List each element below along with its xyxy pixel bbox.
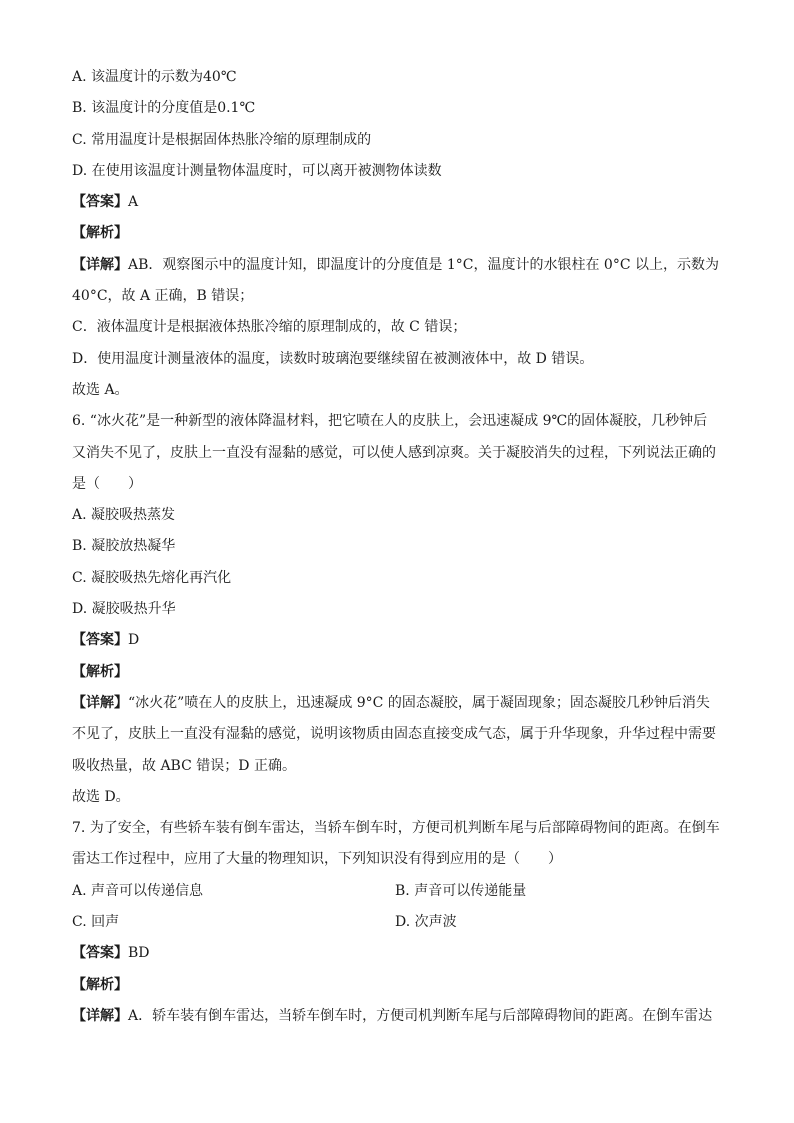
q7-answer-label: 【答案】 [72, 945, 128, 962]
q6-stem-line: 6. “冰火花”是一种新型的液体降温材料，把它喷在人的皮肤上，会迅速凝成 9℃的固体凝胶，几秒钟后 [72, 413, 708, 430]
q5-answer [72, 187, 722, 218]
q5-detail-line: D．使用温度计测量液体的温度，读数时玻璃泡要继续留在被测液体中，故 D 错误。 [72, 350, 594, 367]
q6-answer-value: D [128, 632, 140, 649]
q6-analysis-label: 【解析】 [72, 663, 128, 680]
q5-answer-label: 【答案】 [72, 194, 128, 211]
q7-detail-label: 【详解】 [72, 1007, 128, 1024]
q5-analysis [72, 218, 722, 249]
q6-detail-label: 【详解】 [72, 694, 128, 711]
q6-answer-label: 【答案】 [72, 632, 128, 649]
q5-option-c: C. 常用温度计是根据固体热胀冷缩的原理制成的 [72, 131, 372, 148]
q5-option-d: D. 在使用该温度计测量物体温度时，可以离开被测物体读数 [72, 162, 442, 179]
q6-option-a: A. 凝胶吸热蒸发 [72, 507, 176, 524]
q5-detail-line: C．液体温度计是根据液体热胀冷缩的原理制成的，故 C 错误； [72, 319, 467, 336]
q6-detail-line: 不见了，皮肤上一直没有湿黏的感觉，说明该物质由固态直接变成气态，属于升华现象，升华过程中需要 [72, 726, 716, 743]
q6-answer [72, 625, 722, 656]
q6-detail-line [72, 688, 722, 719]
q5-detail-line: 40°C，故 A 正确，B 错误； [72, 288, 254, 305]
q5-detail-text: AB．观察图示中的温度计知，即温度计的分度值是 1°C，温度计的水银柱在 0°C 以上，示数为 [128, 256, 719, 273]
q5-detail-label: 【详解】 [72, 256, 128, 273]
q7-analysis [72, 970, 722, 1001]
q5-conclusion: 故选 A。 [72, 381, 129, 398]
q7-stem-line: 7. 为了安全，有些轿车装有倒车雷达，当轿车倒车时，方便司机判断车尾与后部障碍物间的距离。在倒车 [72, 820, 720, 837]
q6-option-c: C. 凝胶吸热先熔化再汽化 [72, 569, 232, 586]
q7-answer-value: BD [128, 945, 150, 962]
q7-options-row [72, 907, 722, 938]
q6-option-d: D. 凝胶吸热升华 [72, 601, 176, 618]
q7-option-d: D. 次声波 [395, 914, 457, 931]
q7-detail-text: A．轿车装有倒车雷达，当轿车倒车时，方便司机判断车尾与后部障碍物间的距离。在倒车雷达 [128, 1007, 713, 1024]
q6-conclusion: 故选 D。 [72, 788, 130, 805]
q6-detail-text: “冰火花”喷在人的皮肤上，迅速凝成 9°C 的固态凝胶，属于凝固现象；固态凝胶几秒钟后消失 [128, 694, 710, 711]
q7-option-a: A. 声音可以传递信息 [72, 882, 204, 899]
q6-detail-line: 吸收热量，故 ABC 错误；D 正确。 [72, 757, 296, 774]
q7-option-c: C. 回声 [72, 914, 120, 931]
q6-analysis [72, 657, 722, 688]
q5-option-a: A. 该温度计的示数为40℃ [72, 69, 237, 85]
q7-detail-line [72, 1001, 722, 1032]
document-page [72, 62, 722, 1032]
q5-option-b: B. 该温度计的分度值是0.1℃ [72, 100, 256, 117]
q7-analysis-label: 【解析】 [72, 976, 128, 993]
q6-stem-line: 又消失不见了，皮肤上一直没有湿黏的感觉，可以使人感到凉爽。关于凝胶消失的过程，下列说法正确的 [72, 444, 716, 461]
q5-answer-value: A [128, 194, 139, 211]
q7-stem-line: 雷达工作过程中，应用了大量的物理知识，下列知识没有得到应用的是（ ） [72, 851, 562, 868]
q7-option-b: B. 声音可以传递能量 [395, 882, 527, 899]
q5-detail-line [72, 250, 722, 281]
q5-analysis-label: 【解析】 [72, 225, 128, 242]
q7-answer [72, 938, 722, 969]
q6-stem-line: 是（ ） [72, 475, 142, 492]
q6-option-b: B. 凝胶放热凝华 [72, 538, 176, 555]
q7-options-row [72, 876, 722, 907]
